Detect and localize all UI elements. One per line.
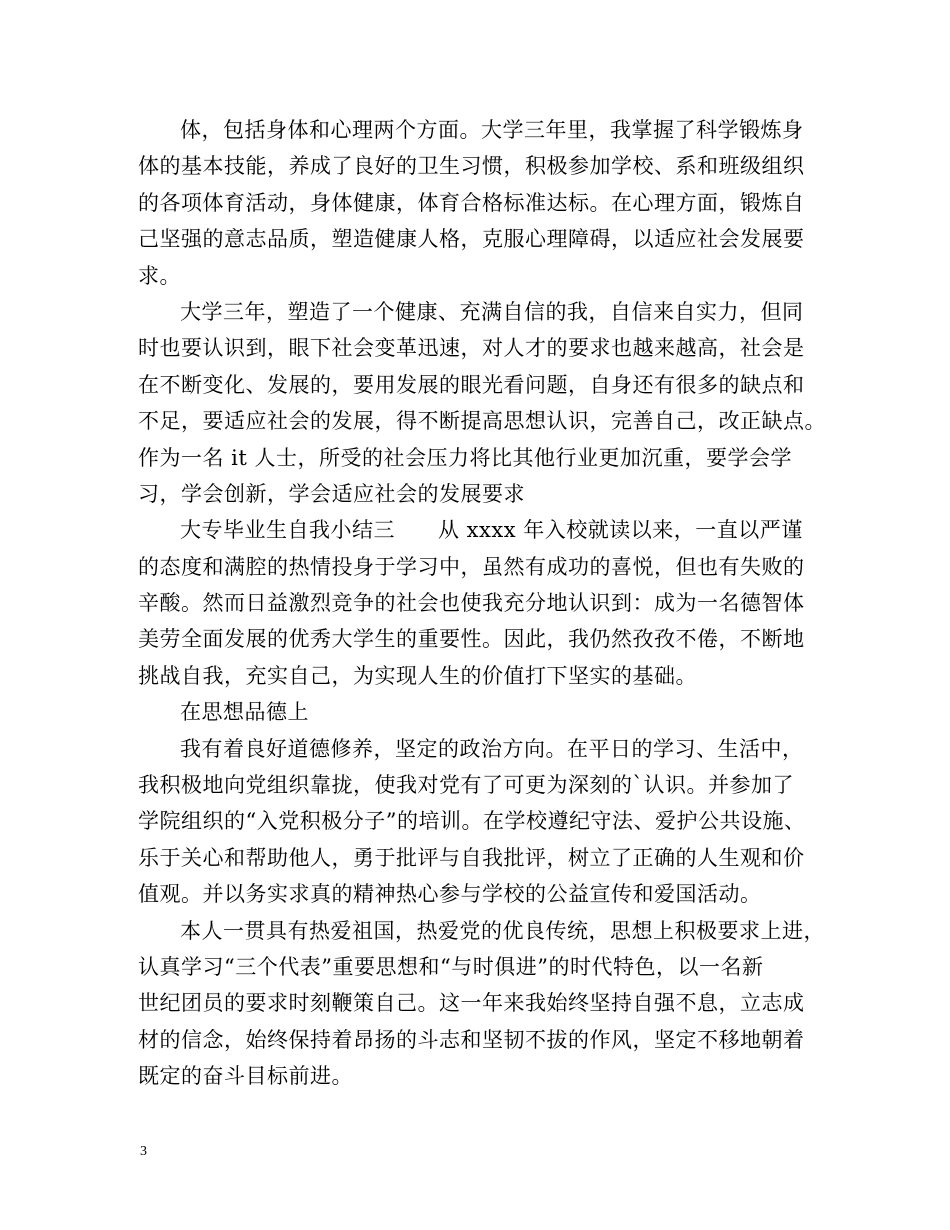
text-line: 乐于关心和帮助他人，勇于批评与自我批评，树立了正确的人生观和价	[138, 845, 805, 870]
text-line: 己坚强的意志品质，塑造健康人格，克服心理障碍，以适应社会发展要	[138, 227, 805, 252]
text-line: 体的基本技能，养成了良好的卫生习惯，积极参加学校、系和班级组织	[138, 154, 805, 179]
text-line: 辛酸。然而日益激烈竞争的社会也使我充分地认识到：成为一名德智体	[138, 591, 805, 616]
text-line: 世纪团员的要求时刻鞭策自己。这一年来我始终坚持自强不息，立志成	[138, 991, 805, 1016]
page-number: 3	[140, 1144, 147, 1159]
text-line: 在不断变化、发展的，要用发展的眼光看问题，自身还有很多的缺点和	[138, 372, 805, 397]
document-body	[138, 112, 826, 1095]
text-line: 的态度和满腔的热情投身于学习中，虽然有成功的喜悦，但也有失败的	[138, 554, 805, 579]
text-line: 我积极地向党组织靠拢，使我对党有了可更为深刻的`认识。并参加了	[138, 773, 794, 798]
text-line: 认真学习“三个代表”重要思想和“与时俱进”的时代特色，以一名新	[138, 954, 764, 979]
text-line: 求。	[138, 263, 181, 288]
text-line: 在思想品德上	[180, 700, 309, 725]
text-line: 既定的奋斗目标前进。	[138, 1064, 353, 1089]
text-line: 的各项体育活动，身体健康，体育合格标准达标。在心理方面，锻炼自	[138, 190, 805, 215]
text-line: 作为一名 it 人士，所受的社会压力将比其他行业更加沉重，要学会学	[138, 445, 793, 470]
text-line: 我有着良好道德修养，坚定的政治方向。在平日的学习、生活中，	[180, 736, 804, 761]
text-line: 大学三年，塑造了一个健康、充满自信的我，自信来自实力，但同	[180, 299, 804, 324]
text-line: 本人一贯具有热爱祖国，热爱党的优良传统，思想上积极要求上进，	[180, 918, 825, 943]
text-line: 挑战自我，充实自己，为实现人生的价值打下坚实的基础。	[138, 663, 697, 688]
text-line: 学院组织的“入党积极分子”的培训。在学校遵纪守法、爱护公共设施、	[138, 809, 806, 834]
text-line: 值观。并以务实求真的精神热心参与学校的公益宣传和爱国活动。	[138, 882, 762, 907]
text-line: 时也要认识到，眼下社会变革迅速，对人才的要求也越来越高，社会是	[138, 336, 805, 361]
text-line: 材的信念，始终保持着昂扬的斗志和坚韧不拔的作风，坚定不移地朝着	[138, 1027, 805, 1052]
text-line: 体，包括身体和心理两个方面。大学三年里，我掌握了科学锻炼身	[180, 118, 804, 142]
text-line: 习，学会创新，学会适应社会的发展要求	[138, 481, 525, 506]
text-line: 不足，要适应社会的发展，得不断提高思想认识，完善自己，改正缺点。	[138, 409, 826, 434]
text-line: 美劳全面发展的优秀大学生的重要性。因此，我仍然孜孜不倦，不断地	[138, 627, 805, 652]
text-line: 大专毕业生自我小结三 从 xxxx 年入校就读以来，一直以严谨	[180, 518, 803, 543]
